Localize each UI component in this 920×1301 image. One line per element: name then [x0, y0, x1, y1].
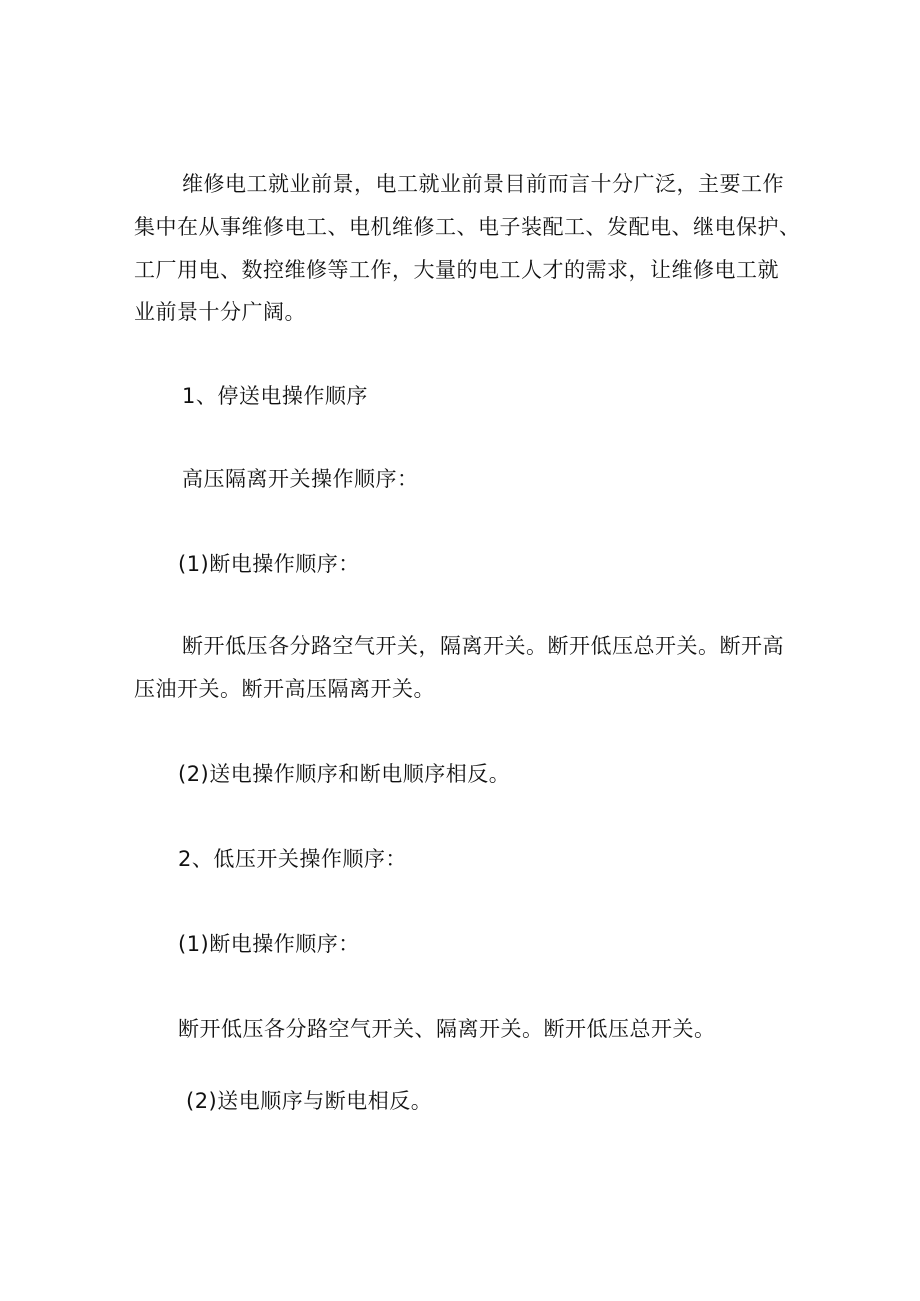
intro-line-3: 工厂用电、数控维修等工作，大量的电工人才的需求，让维修电工就	[134, 258, 779, 282]
section-1-title: 1、停送电操作顺序	[182, 384, 368, 408]
lv-off-steps: 断开低压各分路空气开关、隔离开关。断开低压总开关。	[178, 1017, 716, 1041]
hv-on: (2)送电操作顺序和断电顺序相反。	[178, 762, 511, 786]
intro-line-2: 集中在从事维修电工、电机维修工、电子装配工、发配电、继电保护、	[134, 215, 801, 239]
hv-off-title: (1)断电操作顺序：	[178, 552, 360, 576]
section-2-title: 2、低压开关操作顺序：	[178, 847, 407, 871]
intro-line-1: 维修电工就业前景，电工就业前景目前而言十分广泛，主要工作	[182, 172, 784, 196]
hv-off-steps-line-1: 断开低压各分路空气开关，隔离开关。断开低压总开关。断开高	[182, 634, 784, 658]
hv-off-steps-line-2: 压油开关。断开高压隔离开关。	[134, 677, 435, 701]
lv-off-title: (1)断电操作顺序：	[178, 932, 360, 956]
lv-on: (2)送电顺序与断电相反。	[186, 1089, 433, 1113]
intro-line-4: 业前景十分广阔。	[134, 300, 306, 324]
high-voltage-title: 高压隔离开关操作顺序：	[182, 467, 419, 491]
